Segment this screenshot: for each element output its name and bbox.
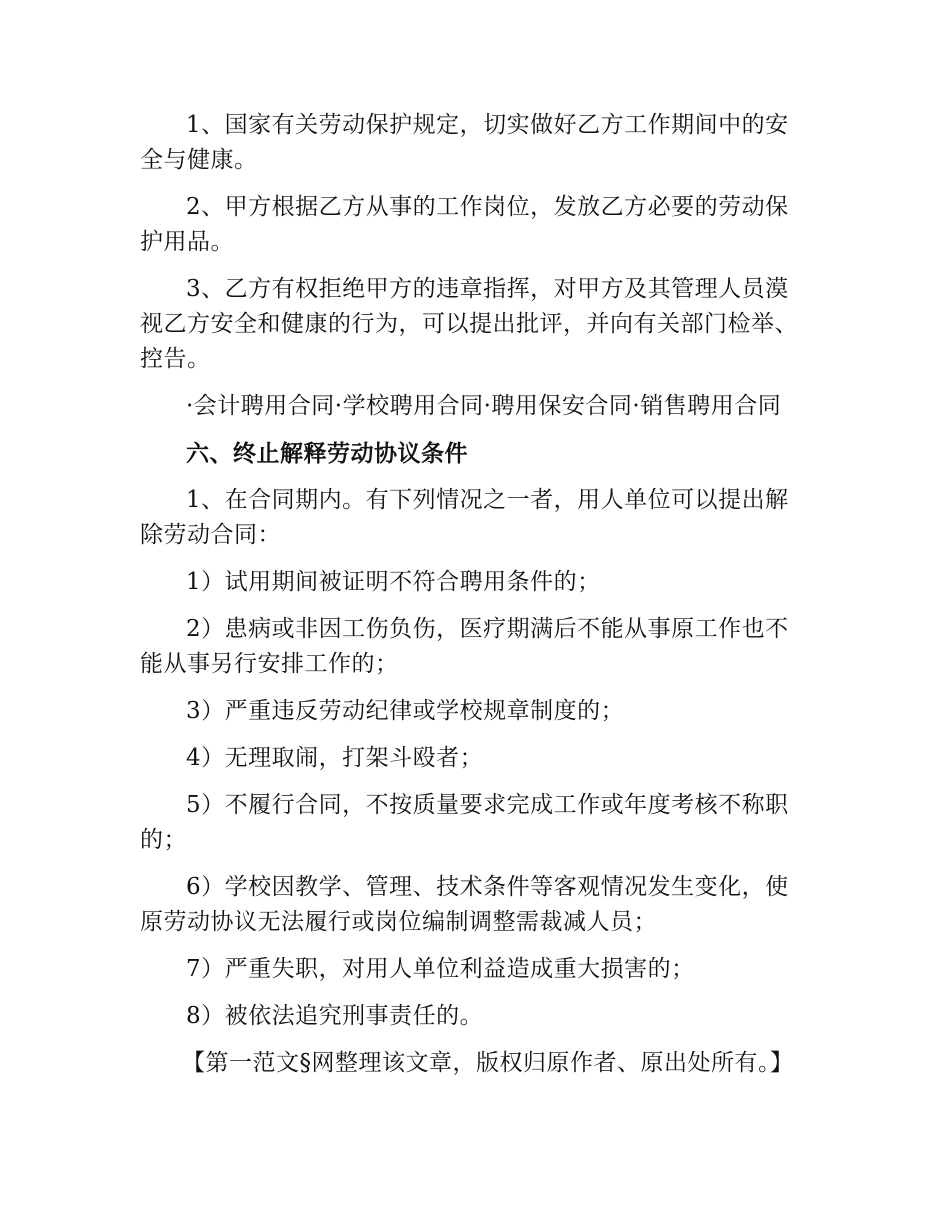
termination-item: 8）被依法追究刑事责任的。 — [186, 1003, 484, 1029]
section-heading: 六、终止解释劳动协议条件 — [186, 440, 468, 467]
termination-item: 7）严重失职，对用人单位利益造成重大损害的； — [186, 956, 695, 982]
copyright-note: 【第一范文§网整理该文章，版权归原作者、原出处所有。】 — [182, 1050, 794, 1076]
paragraph-refuse-violations: 3、乙方有权拒绝甲方的违章指挥，对甲方及其管理人员漠视乙方安全和健康的行为，可以提出批评，并向有关部门检举、控告。 — [140, 276, 798, 372]
termination-intro: 1、在合同期内。有下列情况之一者，用人单位可以提出解除劳动合同： — [140, 487, 789, 548]
termination-item: 2）患病或非因工伤负伤，医疗期满后不能从事原工作也不能从事另行安排工作的； — [140, 616, 789, 677]
termination-item: 1）试用期间被证明不符合聘用条件的； — [186, 569, 601, 595]
paragraph-labor-protection: 1、国家有关劳动保护规定，切实做好乙方工作期间中的安全与健康。 — [140, 112, 789, 173]
termination-item: 3）严重违反劳动纪律或学校规章制度的； — [186, 698, 625, 724]
paragraph-protective-equipment: 2、甲方根据乙方从事的工作岗位，发放乙方必要的劳动保护用品。 — [140, 194, 789, 255]
termination-item: 4）无理取闹，打架斗殴者； — [186, 745, 484, 771]
termination-item: 6）学校因教学、管理、技术条件等客观情况发生变化，使原劳动协议无法履行或岗位编制调整需裁减人员； — [140, 874, 789, 935]
related-contracts-links: ·会计聘用合同·学校聘用合同·聘用保安合同·销售聘用合同 — [186, 393, 782, 419]
termination-item: 5）不履行合同，不按质量要求完成工作或年度考核不称职的； — [140, 792, 789, 853]
document-page — [140, 108, 812, 1093]
